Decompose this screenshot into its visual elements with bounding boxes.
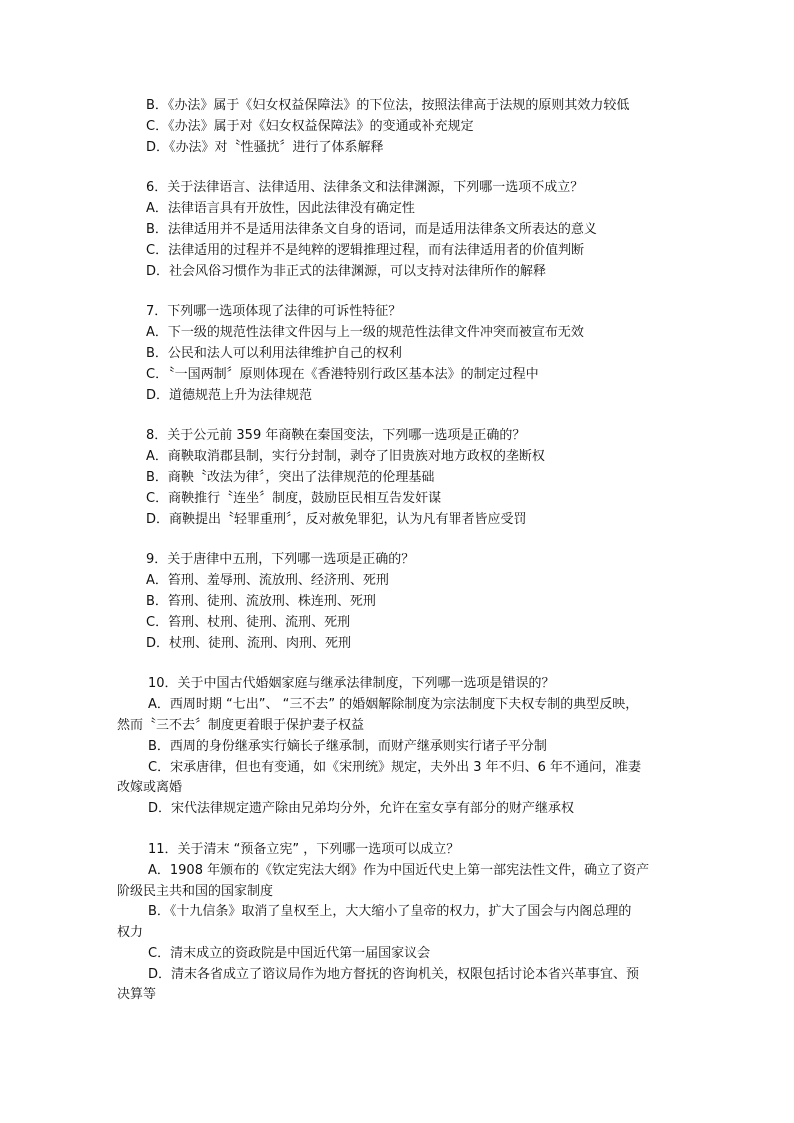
question-11 (117, 840, 686, 1006)
option-d-line1: D．清末各省成立了谘议局作为地方督抚的咨询机关，权限包括讨论本省兴革事宜、预 (148, 966, 640, 982)
option-c: C．清末成立的资政院是中国近代第一届国家议会 (148, 945, 431, 961)
question-stem: 7．下列哪一选项体现了法律的可诉性特征？ (146, 304, 402, 320)
option-b-line1: B．《十九信条》取消了皇权至上，大大缩小了皇帝的权力，扩大了国会与内阁总理的 (148, 904, 632, 920)
question-8 (146, 426, 686, 530)
option-b: B．公民和法人可以利用法律维护自己的权利 (146, 345, 402, 361)
option-c: C．〝一国两制〞原则体现在《香港特别行政区基本法》的制定过程中 (146, 366, 539, 382)
option-b: B．法律适用并不是适用法律条文自身的语词，而是适用法律条文所表达的意义 (146, 221, 597, 237)
option-a: A．下一级的规范性法律文件因与上一级的规范性法律文件冲突而被宣布无效 (146, 325, 584, 341)
question-9 (146, 550, 686, 654)
prev-question-options (146, 96, 686, 158)
question-stem: 10．关于中国古代婚姻家庭与继承法律制度，下列哪一选项是错误的？ (148, 676, 555, 692)
option-d-line2: 决算等 (117, 987, 157, 1003)
option-d: D．《办法》对〝性骚扰〞进行了体系解释 (146, 139, 384, 155)
question-6 (146, 178, 686, 282)
option-d: D．道德规范上升为法律规范 (146, 387, 313, 403)
option-d: D．商鞅提出〝轻罪重刑〞，反对赦免罪犯，认为凡有罪者皆应受罚 (146, 511, 527, 527)
option-c: C．商鞅推行〝连坐〞制度，鼓励臣民相互告发奸谋 (146, 490, 442, 506)
option-b: B．《办法》属于《妇女权益保障法》的下位法，按照法律高于法规的原则其效力较低 (146, 98, 630, 113)
question-stem: 9．关于唐律中五刑，下列哪一选项是正确的？ (146, 552, 415, 568)
option-c-line1: C．宋承唐律，但也有变通，如《宋刑统》规定，夫外出 3 年不归、6 年不通问，准妻 (148, 759, 642, 775)
option-b: B．笞刑、徒刑、流放刑、株连刑、死刑 (146, 593, 376, 609)
option-a: A．商鞅取消郡县制，实行分封制，剥夺了旧贵族对地方政权的垄断权 (146, 449, 545, 465)
option-a: A．笞刑、羞辱刑、流放刑、经济刑、死刑 (146, 573, 389, 589)
option-b: B．商鞅〝改法为律〞，突出了法律规范的伦理基础 (146, 469, 435, 485)
question-stem: 11．关于清末 “预备立宪” ，下列哪一选项可以成立？ (148, 841, 460, 857)
option-d: D．宋代法律规定遗产除由兄弟均分外，允许在室女享有部分的财产继承权 (148, 801, 575, 817)
question-stem: 6．关于法律语言、法律适用、法律条文和法律渊源，下列哪一选项不成立？ (146, 180, 584, 196)
option-a-line2: 阶级民主共和国的国家制度 (117, 883, 274, 899)
question-stem: 8．关于公元前 359 年商鞅在秦国变法，下列哪一选项是正确的？ (146, 428, 526, 444)
option-b-line2: 权力 (117, 925, 144, 941)
option-a-line2: 然而〝三不去〞制度更着眼于保护妻子权益 (117, 717, 365, 733)
exam-content (117, 96, 686, 1006)
option-a-line1: A．西周时期 “七出”、 “三不去” 的婚姻解除制度为宗法制度下夫权专制的典型反映， (148, 697, 639, 713)
option-c: C．笞刑、杖刑、徒刑、流刑、死刑 (146, 614, 351, 630)
option-a: A．法律语言具有开放性，因此法律没有确定性 (146, 201, 415, 217)
option-c: C．法律适用的过程并不是纯粹的逻辑推理过程，而有法律适用者的价值判断 (146, 242, 585, 258)
option-d: D．社会风俗习惯作为非正式的法律渊源，可以支持对法律所作的解释 (146, 263, 547, 279)
option-c-line2: 改嫁或离婚 (117, 780, 183, 796)
option-c: C．《办法》属于对《妇女权益保障法》的变通或补充规定 (146, 118, 474, 134)
option-a-line1: A．1908 年颁布的《钦定宪法大纲》作为中国近代史上第一部宪法性文件，确立了资产 (148, 862, 650, 878)
question-10 (117, 674, 686, 820)
option-d: D．杖刑、徒刑、流刑、肉刑、死刑 (146, 635, 352, 651)
question-7 (146, 302, 686, 406)
option-b: B．西周的身份继承实行嫡长子继承制，而财产继承则实行诸子平分制 (148, 738, 547, 754)
